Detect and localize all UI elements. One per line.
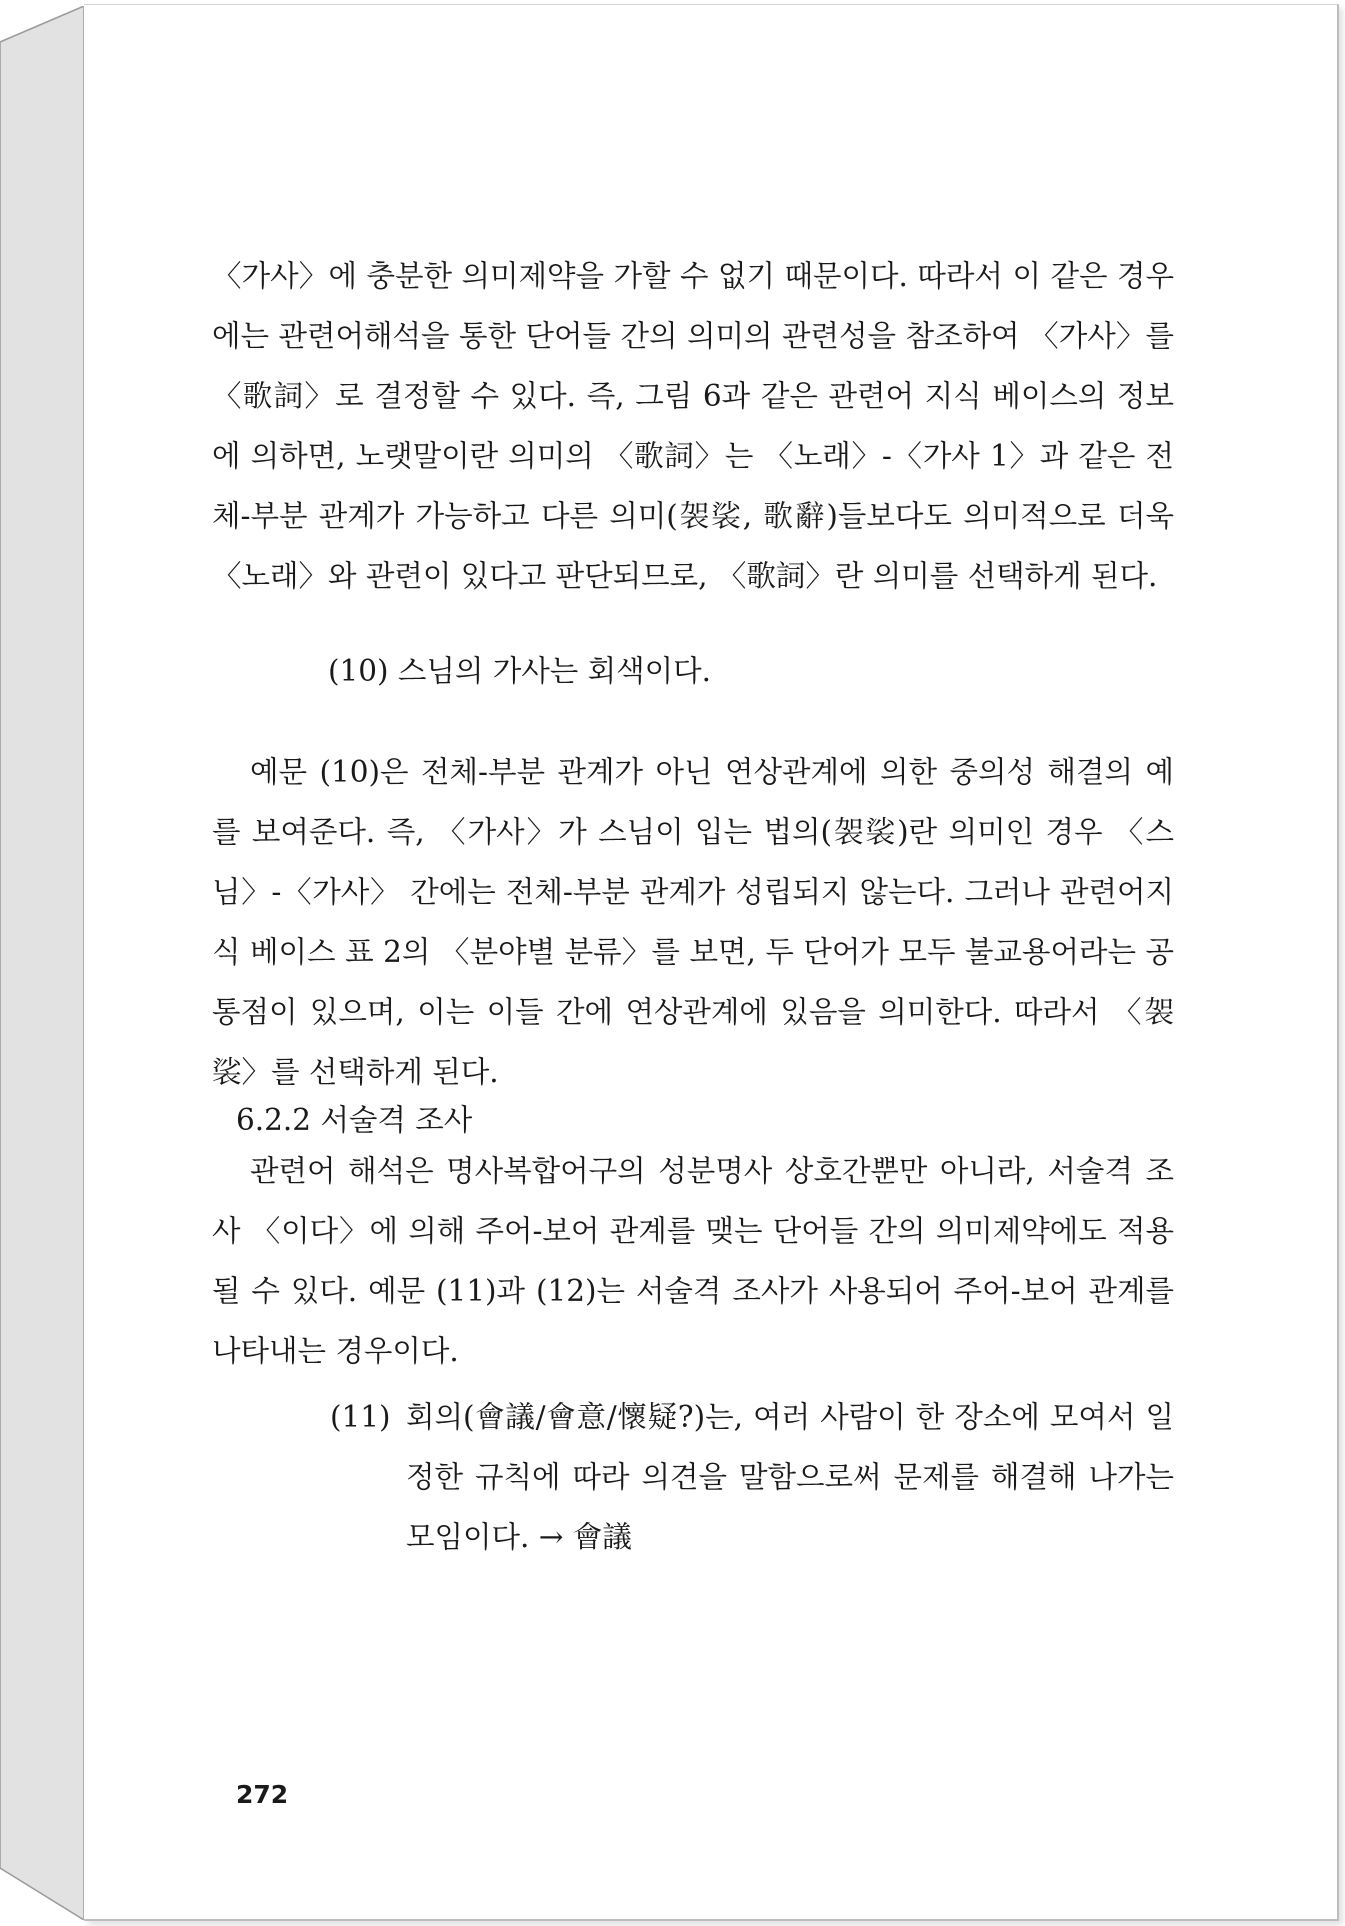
book-spine-edge — [0, 6, 86, 1920]
page-number: 272 — [236, 1780, 289, 1809]
paragraph-2 — [212, 742, 1174, 1102]
paragraph-2-text: 예문 (10)은 전체-부분 관계가 아닌 연상관계에 의한 중의성 해결의 예를 보여준다. 즉, 〈가사〉가 스님이 입는 법의(袈裟)란 의미인 경우 〈스님〉-〈가사〉 간에는 전체-부분 관계가 성립되지 않는다. 그러나 관련어지식 베이스 표 2의 〈분야별 분류〉를 보면, 두 단어가 모두 불교용어라는 공통점이 있으며, 이는 이들 간에 연상관계에 있음을 의미한다. 따라서 〈袈裟〉를 선택하게 된다. — [212, 755, 1174, 1089]
example-11 — [330, 1387, 1174, 1567]
example-11-text: 회의(會議/會意/懷疑?)는, 여러 사람이 한 장소에 모여서 일정한 규칙에 따라 의견을 말함으로써 문제를 해결해 나가는 모임이다. → 會議 — [406, 1400, 1174, 1554]
paragraph-1-text: 〈가사〉에 충분한 의미제약을 가할 수 없기 때문이다. 따라서 이 같은 경우에는 관련어해석을 통한 단어들 간의 의미의 관련성을 참조하여 〈가사〉를 〈歌詞〉로 결정할 수 있다. 즉, 그림 6과 같은 관련어 지식 베이스의 정보에 의하면, 노랫말이란 의미의 〈歌詞〉는 〈노래〉-〈가사 1〉과 같은 전체-부분 관계가 가능하고 다른 의미(袈裟, 歌辭)들보다도 의미적으로 더욱 〈노래〉와 관련이 있다고 판단되므로, 〈歌詞〉란 의미를 선택하게 된다. — [212, 259, 1174, 593]
paragraph-3 — [212, 1141, 1174, 1381]
paragraph-3-text: 관련어 해석은 명사복합어구의 성분명사 상호간뿐만 아니라, 서술격 조사 〈이다〉에 의해 주어-보어 관계를 맺는 단어들 간의 의미제약에도 적용될 수 있다. 예문 (11)과 (12)는 서술격 조사가 사용되어 주어-보어 관계를 나타내는 경우이다. — [212, 1154, 1174, 1368]
paragraph-1 — [212, 246, 1174, 606]
example-11-number: (11) — [330, 1400, 391, 1434]
example-10: (10) 스님의 가사는 회색이다. — [328, 654, 712, 688]
section-heading: 6.2.2 서술격 조사 — [236, 1103, 473, 1137]
